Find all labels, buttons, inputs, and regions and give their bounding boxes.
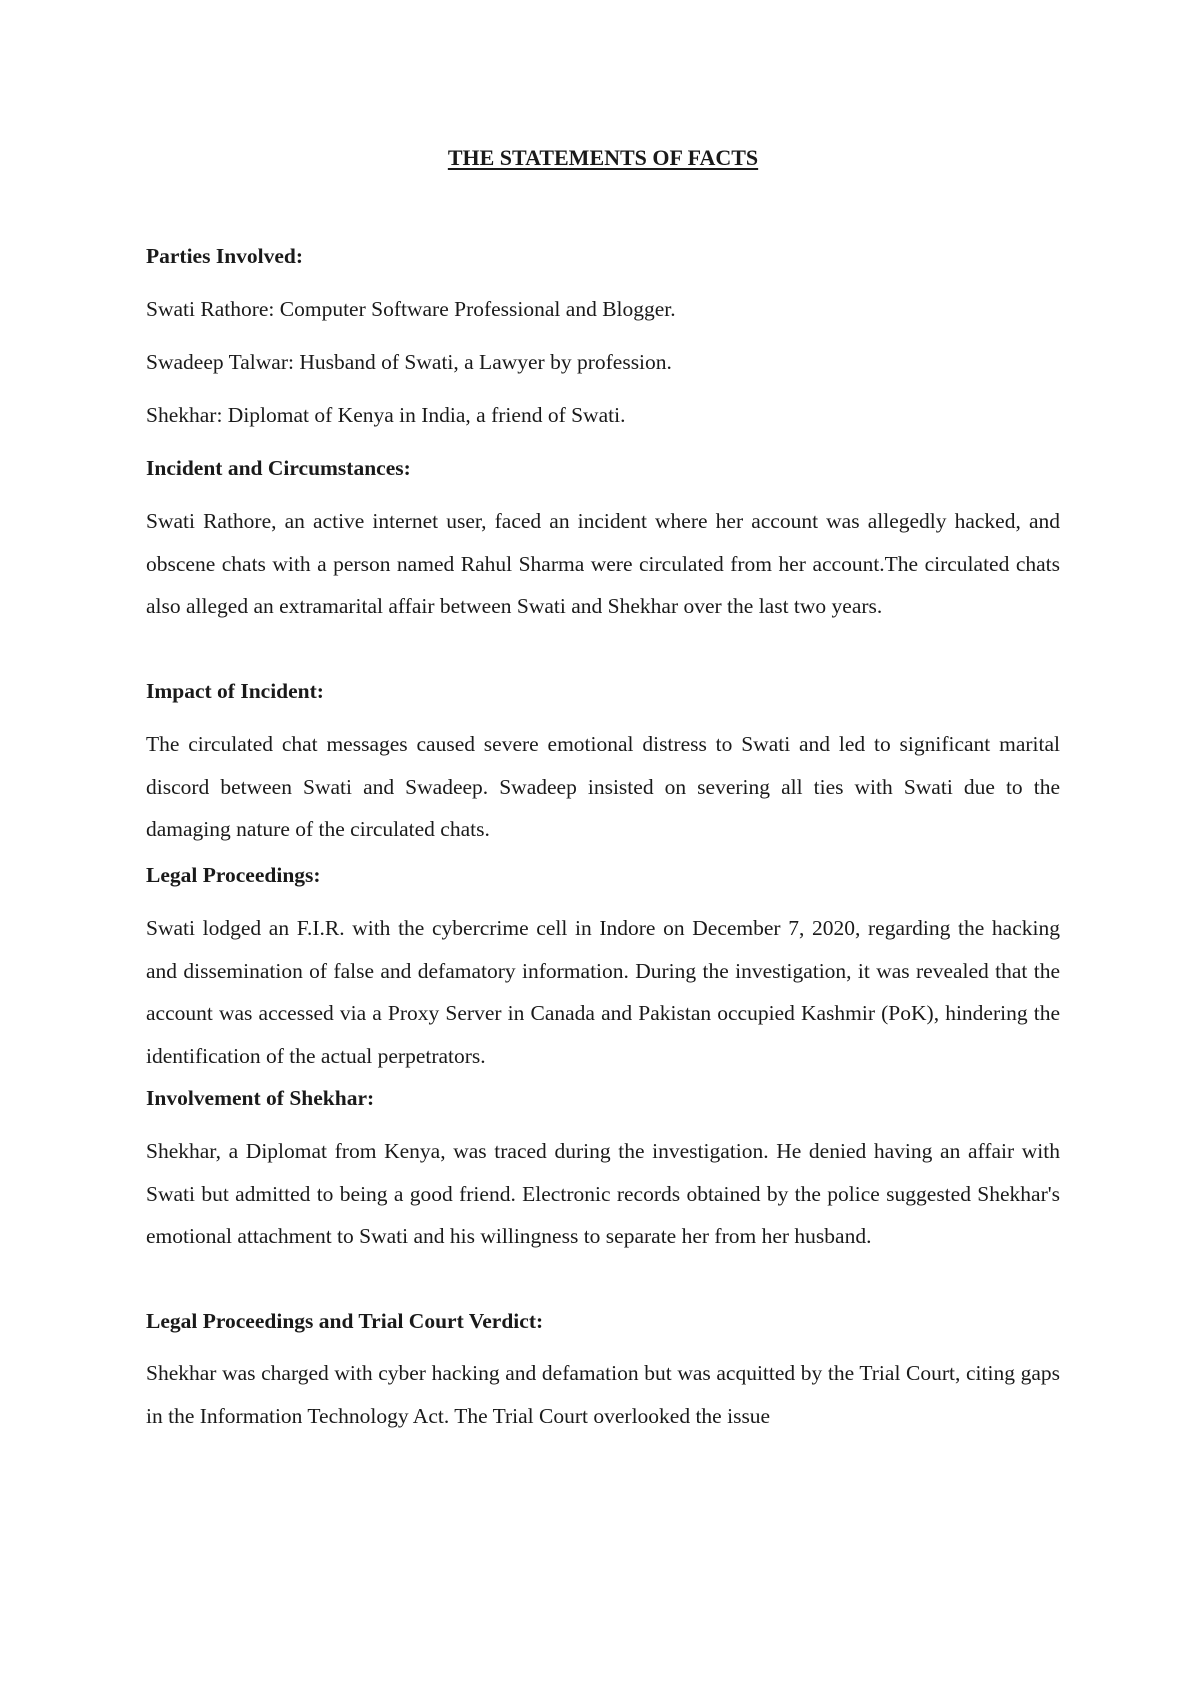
party-item-swati: Swati Rathore: Computer Software Professional and Blogger. — [146, 297, 676, 321]
document-title: THE STATEMENTS OF FACTS — [447, 145, 759, 170]
parties-heading: Parties Involved: — [146, 244, 304, 268]
incident-heading: Incident and Circumstances: — [146, 456, 411, 480]
trial-heading: Legal Proceedings and Trial Court Verdict: — [146, 1309, 544, 1333]
legal-heading: Legal Proceedings: — [146, 863, 321, 887]
trial-paragraph: Shekhar was charged with cyber hacking and defamation but was acquitted by the Trial Court, citing gaps in the Information Technology Act. The Trial Court overlooked the issue — [146, 1361, 1060, 1428]
impact-heading: Impact of Incident: — [146, 679, 324, 703]
legal-paragraph: Swati lodged an F.I.R. with the cybercrime cell in Indore on December 7, 2020, regarding the hacking and dissemination of false and defamatory information. During the investigation, it was revealed that the account was accessed via a Proxy Server in Canada and Pakistan occupied Kashmir (PoK), hindering the identification of the actual perpetrators. — [146, 916, 1060, 1068]
impact-paragraph: The circulated chat messages caused severe emotional distress to Swati and led to significant marital discord between Swati and Swadeep. Swadeep insisted on severing all ties with Swati due to the damaging nature of the circulated chats. — [146, 732, 1060, 841]
shekhar-heading: Involvement of Shekhar: — [146, 1086, 375, 1110]
party-item-swadeep: Swadeep Talwar: Husband of Swati, a Lawyer by profession. — [146, 350, 672, 374]
party-item-shekhar: Shekhar: Diplomat of Kenya in India, a friend of Swati. — [146, 403, 626, 427]
incident-paragraph: Swati Rathore, an active internet user, faced an incident where her account was allegedly hacked, and obscene chats with a person named Rahul Sharma were circulated from her account.The circulated chats also alleged an extramarital affair between Swati and Shekhar over the last two years. — [146, 509, 1060, 618]
shekhar-paragraph: Shekhar, a Diplomat from Kenya, was traced during the investigation. He denied having an affair with Swati but admitted to being a good friend. Electronic records obtained by the police suggested Shekhar's emotional attachment to Swati and his willingness to separate her from her husband. — [146, 1139, 1060, 1248]
